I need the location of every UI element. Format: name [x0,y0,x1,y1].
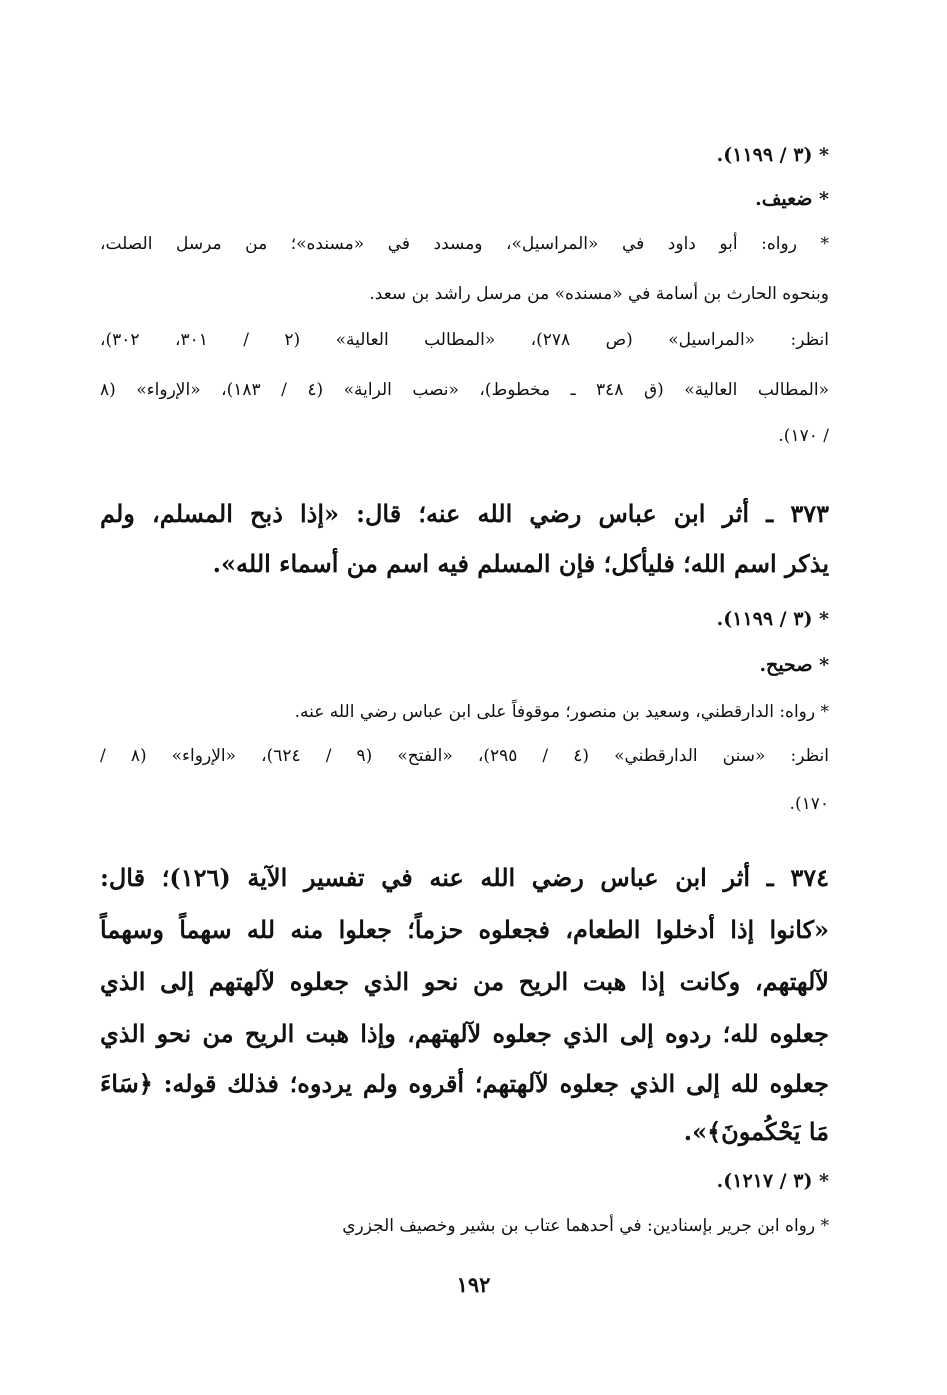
quoted-text-line: مَا يَحْكُمونَ﴾». [683,1117,829,1146]
reference-line: * (٣ / ١٢١٧). [716,1170,829,1192]
page-number: ١٩٢ [456,1272,491,1297]
reference-line: * (٣ / ١١٩٩). [716,144,829,166]
quoted-text-line: جعلوه لله؛ ردوه إلى الذي جعلوه لآلهتهم، وإذا هبت الريح من نحو الذي [100,1019,829,1048]
see-also-line: ١٧٠). [789,794,829,814]
narration-line: * رواه: الدارقطني، وسعيد بن منصور؛ موقوفاً على ابن عباس رضي الله عنه. [294,702,829,722]
entry-heading: يذكر اسم الله؛ فليأكل؛ فإن المسلم فيه اسم من أسماء الله». [212,549,829,578]
see-also-line: / ١٧٠). [778,426,829,446]
narration-line: * رواه ابن جرير بإسنادين: في أحدهما عتاب بن بشير وخصيف الجزري [342,1216,829,1236]
reference-line: * (٣ / ١١٩٩). [716,608,829,630]
grade-line: * ضعيف. [755,188,829,210]
narration-line: وبنحوه الحارث بن أسامة في «مسنده» من مرسل راشد بن سعد. [369,284,829,304]
see-also-line: «المطالب العالية» (ق ٣٤٨ ـ مخطوط)، «نصب الراية» (٤ / ١٨٣)، «الإرواء» (٨ [100,380,829,400]
entry-heading: ٣٧٣ ـ أثر ابن عباس رضي الله عنه؛ قال: «إذا ذبح المسلم، ولم [100,499,829,528]
quoted-text-line: «كانوا إذا أدخلوا الطعام، فجعلوه حزماً؛ جعلوا منه لله سهماً وسهماً [100,915,829,944]
entry-heading: ٣٧٤ ـ أثر ابن عباس رضي الله عنه في تفسير الآية (١٢٦)؛ قال: [100,863,830,892]
see-also-line: انظر: «سنن الدارقطني» (٤ / ٢٩٥)، «الفتح» (٩ / ٦٢٤)، «الإرواء» (٨ / [100,746,829,766]
quoted-text-line: جعلوه لله إلى الذي جعلوه لآلهتهم؛ أقروه ولم يردوه؛ فذلك قوله: ﴿سَاءَ [100,1069,829,1098]
grade-line: * صحيح. [759,654,829,676]
see-also-line: انظر: «المراسيل» (ص ٢٧٨)، «المطالب العالية» (٢ / ٣٠١، ٣٠٢)، [100,330,830,350]
page-body [100,138,829,1355]
quoted-text-line: لآلهتهم، وكانت إذا هبت الريح من نحو الذي جعلوه لآلهتهم إلى الذي [100,967,829,996]
narration-line: * رواه: أبو داود في «المراسيل»، ومسدد في «مسنده»؛ من مرسل الصلت، [100,234,829,254]
